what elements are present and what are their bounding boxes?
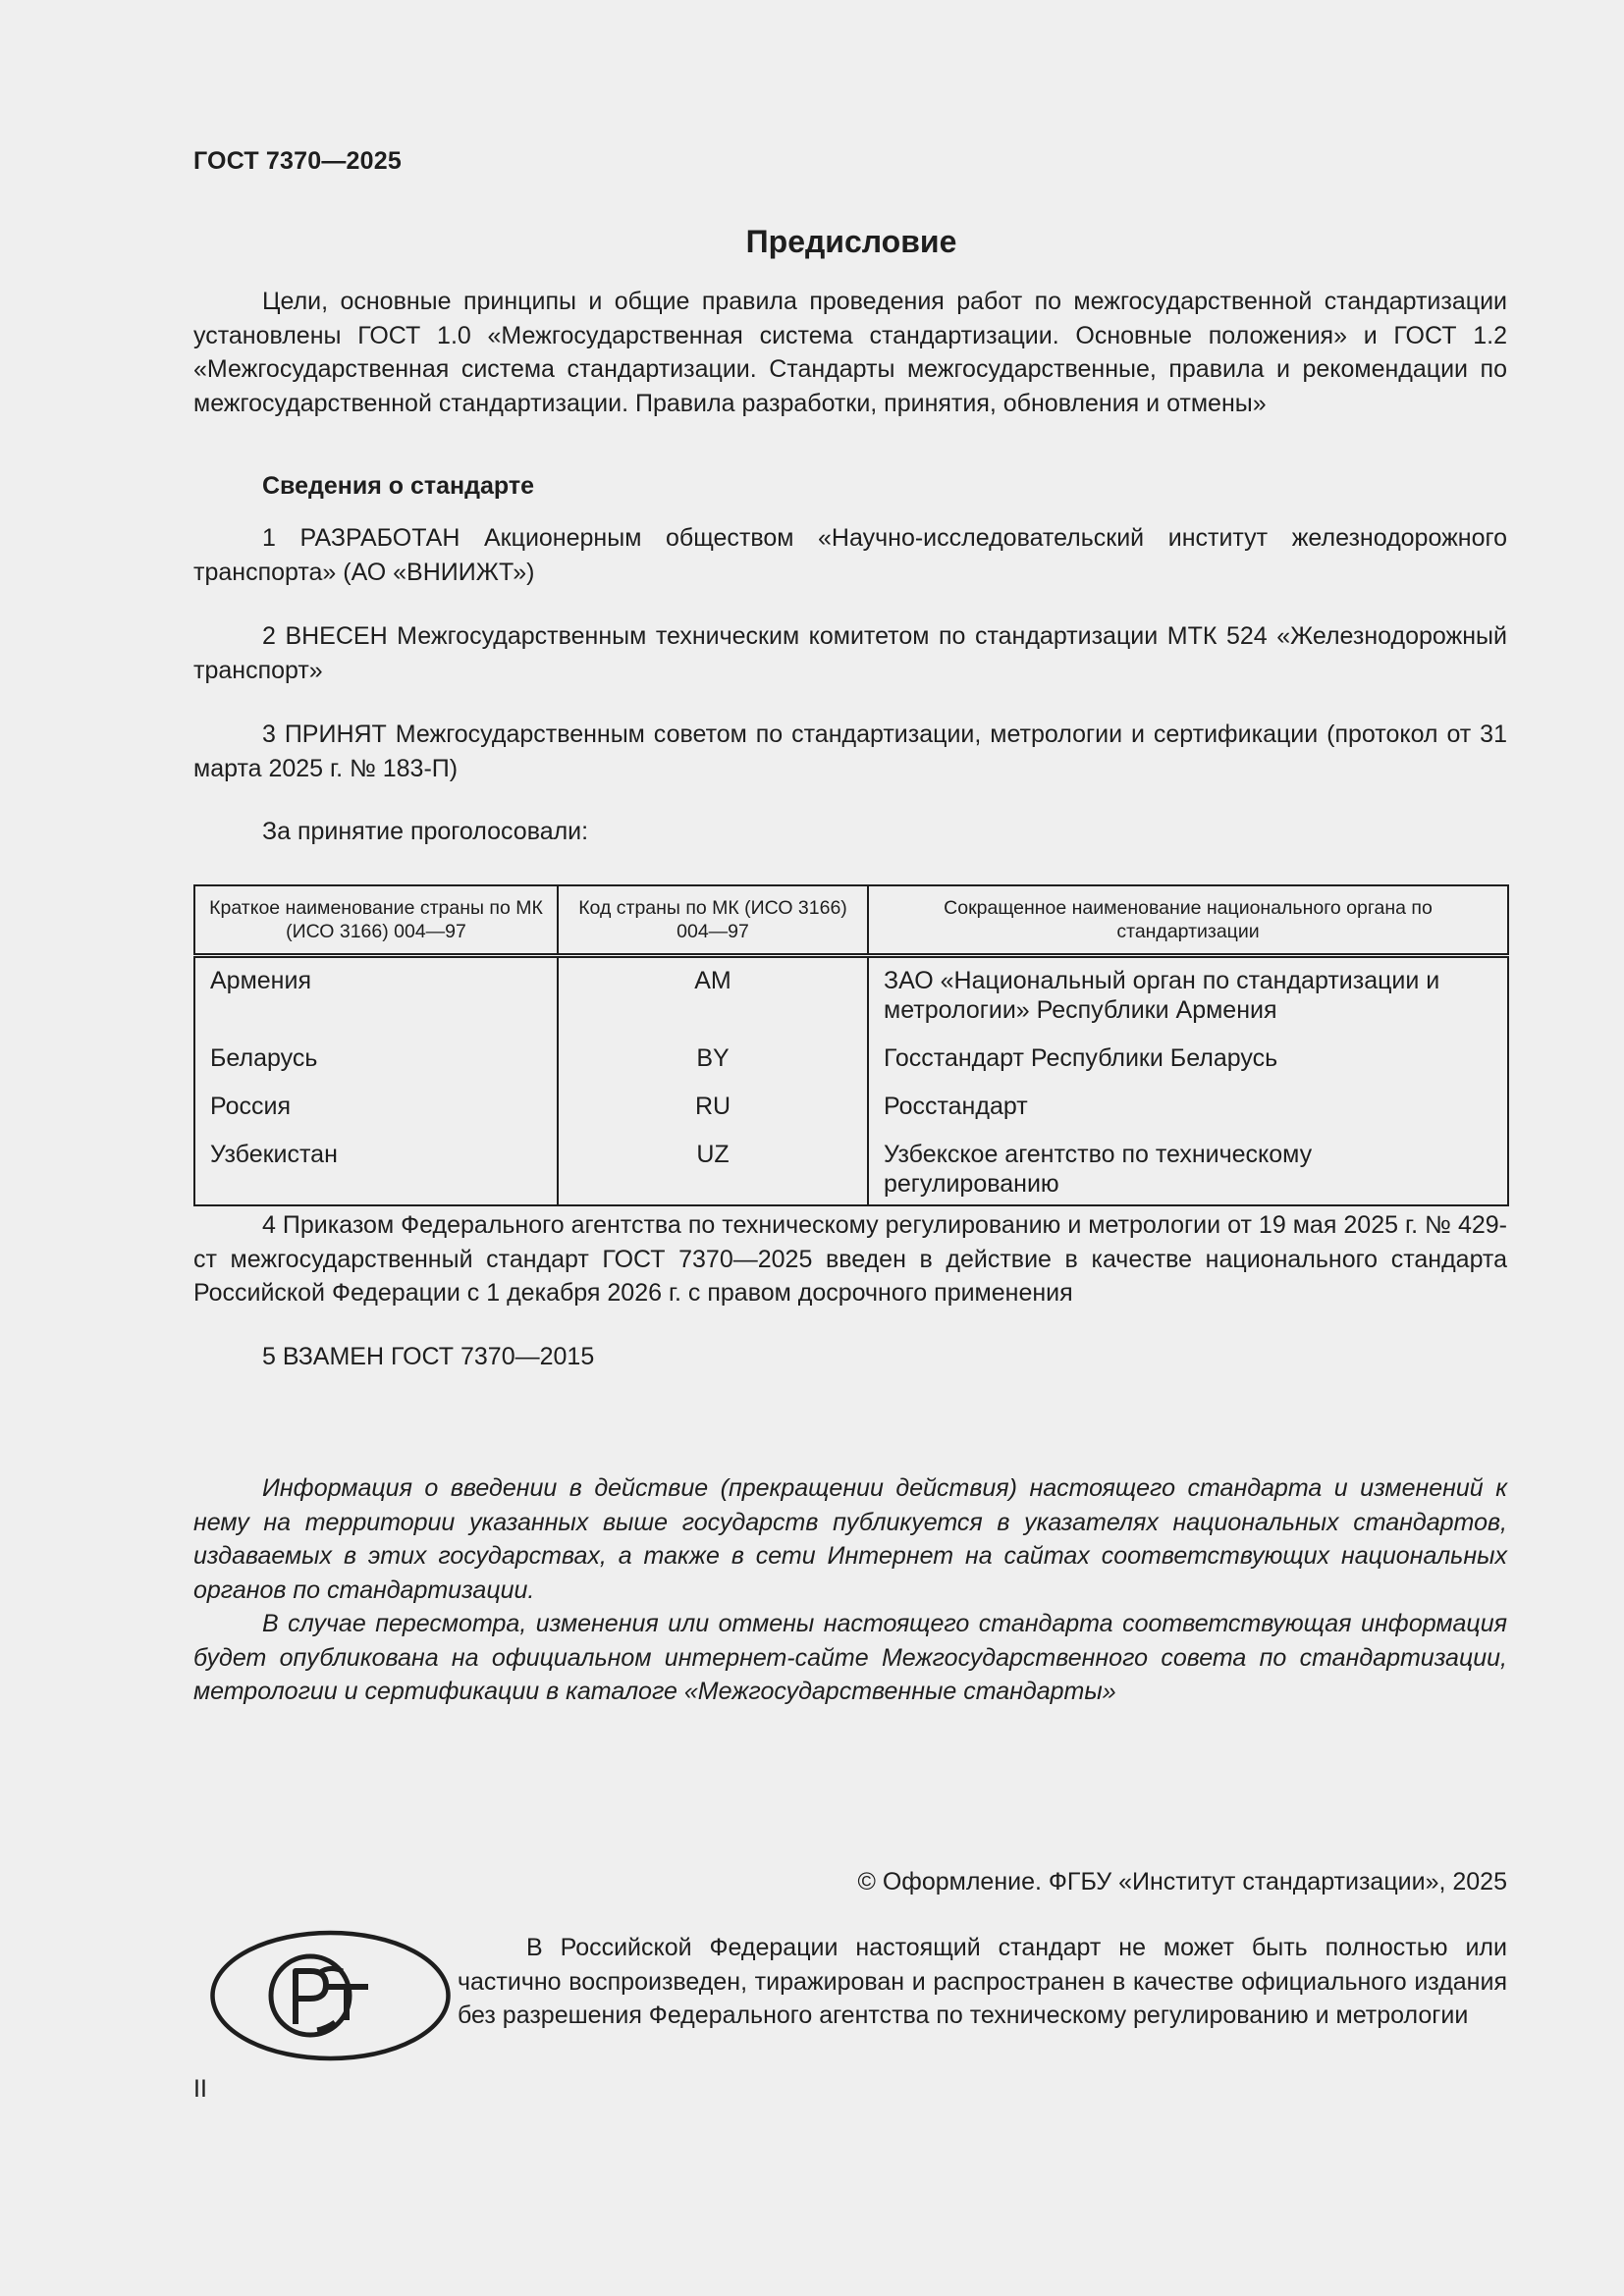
page-number: II	[193, 2075, 207, 2103]
table-row	[194, 1140, 1508, 1205]
table-header-row	[194, 885, 1508, 956]
note-info-publication: Информация о введении в действие (прекращении действия) настоящего стандарта и изменений к нему на территории указанных выше государств публикуется в указателях национальных стандартов, издаваемых в этих государствах, а также в сети Интернет на сайтах соответствующих национальных органов по стандартизации.	[193, 1474, 1507, 1604]
body-cell: Узбекское агентство по техническому регулированию	[884, 1141, 1313, 1198]
code-cell: RU	[558, 1092, 868, 1140]
rights-notice: В Российской Федерации настоящий стандарт не может быть полностью или частично воспроизведен, тиражирован и распространен в качестве официального издания без разрешения Федерального агентства по техническому регулированию и метрологии	[458, 1934, 1507, 2029]
voting-countries-table	[193, 884, 1509, 1206]
body-cell: ЗАО «Национальный орган по стандартизации и метрологии» Республики Армения	[884, 967, 1440, 1024]
body-cell: Росстандарт	[884, 1093, 1028, 1120]
body-cell: Госстандарт Республики Беларусь	[884, 1044, 1278, 1072]
note-revision: В случае пересмотра, изменения или отмены настоящего стандарта соответствующая информация будет опубликована на официальном интернет-сайте Межгосударственного совета по стандартизации, метрологии и сертификации в каталоге «Межгосударственные стандарты»	[193, 1610, 1507, 1705]
code-cell: AM	[558, 956, 868, 1044]
item-developed: 1 РАЗРАБОТАН Акционерным обществом «Научно-исследовательский институт железнодорожного транспорта» (АО «ВНИИЖТ»)	[193, 524, 1507, 586]
page-title: Предисловие	[745, 224, 957, 259]
country-cell: Узбекистан	[194, 1140, 558, 1205]
item-enacted: 4 Приказом Федерального агентства по техническому регулированию и метрологии от 19 мая 2025 г. № 429-ст межгосударственный стандарт ГОСТ 7370—2025 введен в действие в качестве национального стандарта Российской Федерации с 1 декабря 2026 г. с правом досрочного применения	[193, 1211, 1507, 1307]
document-code: ГОСТ 7370—2025	[193, 147, 402, 175]
standard-info-heading: Сведения о стандарте	[262, 472, 535, 500]
country-cell: Беларусь	[194, 1043, 558, 1092]
country-cell: Россия	[194, 1092, 558, 1140]
item-adopted: 3 ПРИНЯТ Межгосударственным советом по стандартизации, метрологии и сертификации (протокол от 31 марта 2025 г. № 183-П)	[193, 721, 1507, 782]
header-national-body: Сокращенное наименование национального органа по стандартизации	[944, 897, 1433, 942]
code-cell: UZ	[558, 1140, 868, 1205]
item-introduced: 2 ВНЕСЕН Межгосударственным техническим комитетом по стандартизации МТК 524 «Железнодорожный транспорт»	[193, 622, 1507, 684]
code-cell: BY	[558, 1043, 868, 1092]
intro-paragraph: Цели, основные принципы и общие правила проведения работ по межгосударственной стандартизации установлены ГОСТ 1.0 «Межгосударственная система стандартизации. Основные положения» и ГОСТ 1.2 «Межгосударственная система стандартизации. Стандарты межгосударственные, правила и рекомендации по межгосударственной стандартизации. Правила разработки, принятия, обновления и отмены»	[193, 288, 1507, 417]
header-country-code: Код страны по МК (ИСО 3166) 004—97	[558, 885, 868, 956]
header-country: Краткое наименование страны по МК (ИСО 3166) 004—97	[194, 885, 558, 956]
copyright-line: © Оформление. ФГБУ «Институт стандартизации», 2025	[857, 1868, 1507, 1896]
table-row	[194, 1092, 1508, 1140]
table-row	[194, 956, 1508, 1044]
rst-certification-mark-icon	[209, 1928, 452, 2063]
voted-label: За принятие проголосовали:	[262, 818, 589, 845]
table-row	[194, 1043, 1508, 1092]
item-replaces: 5 ВЗАМЕН ГОСТ 7370—2015	[262, 1343, 595, 1370]
country-cell: Армения	[194, 956, 558, 1044]
